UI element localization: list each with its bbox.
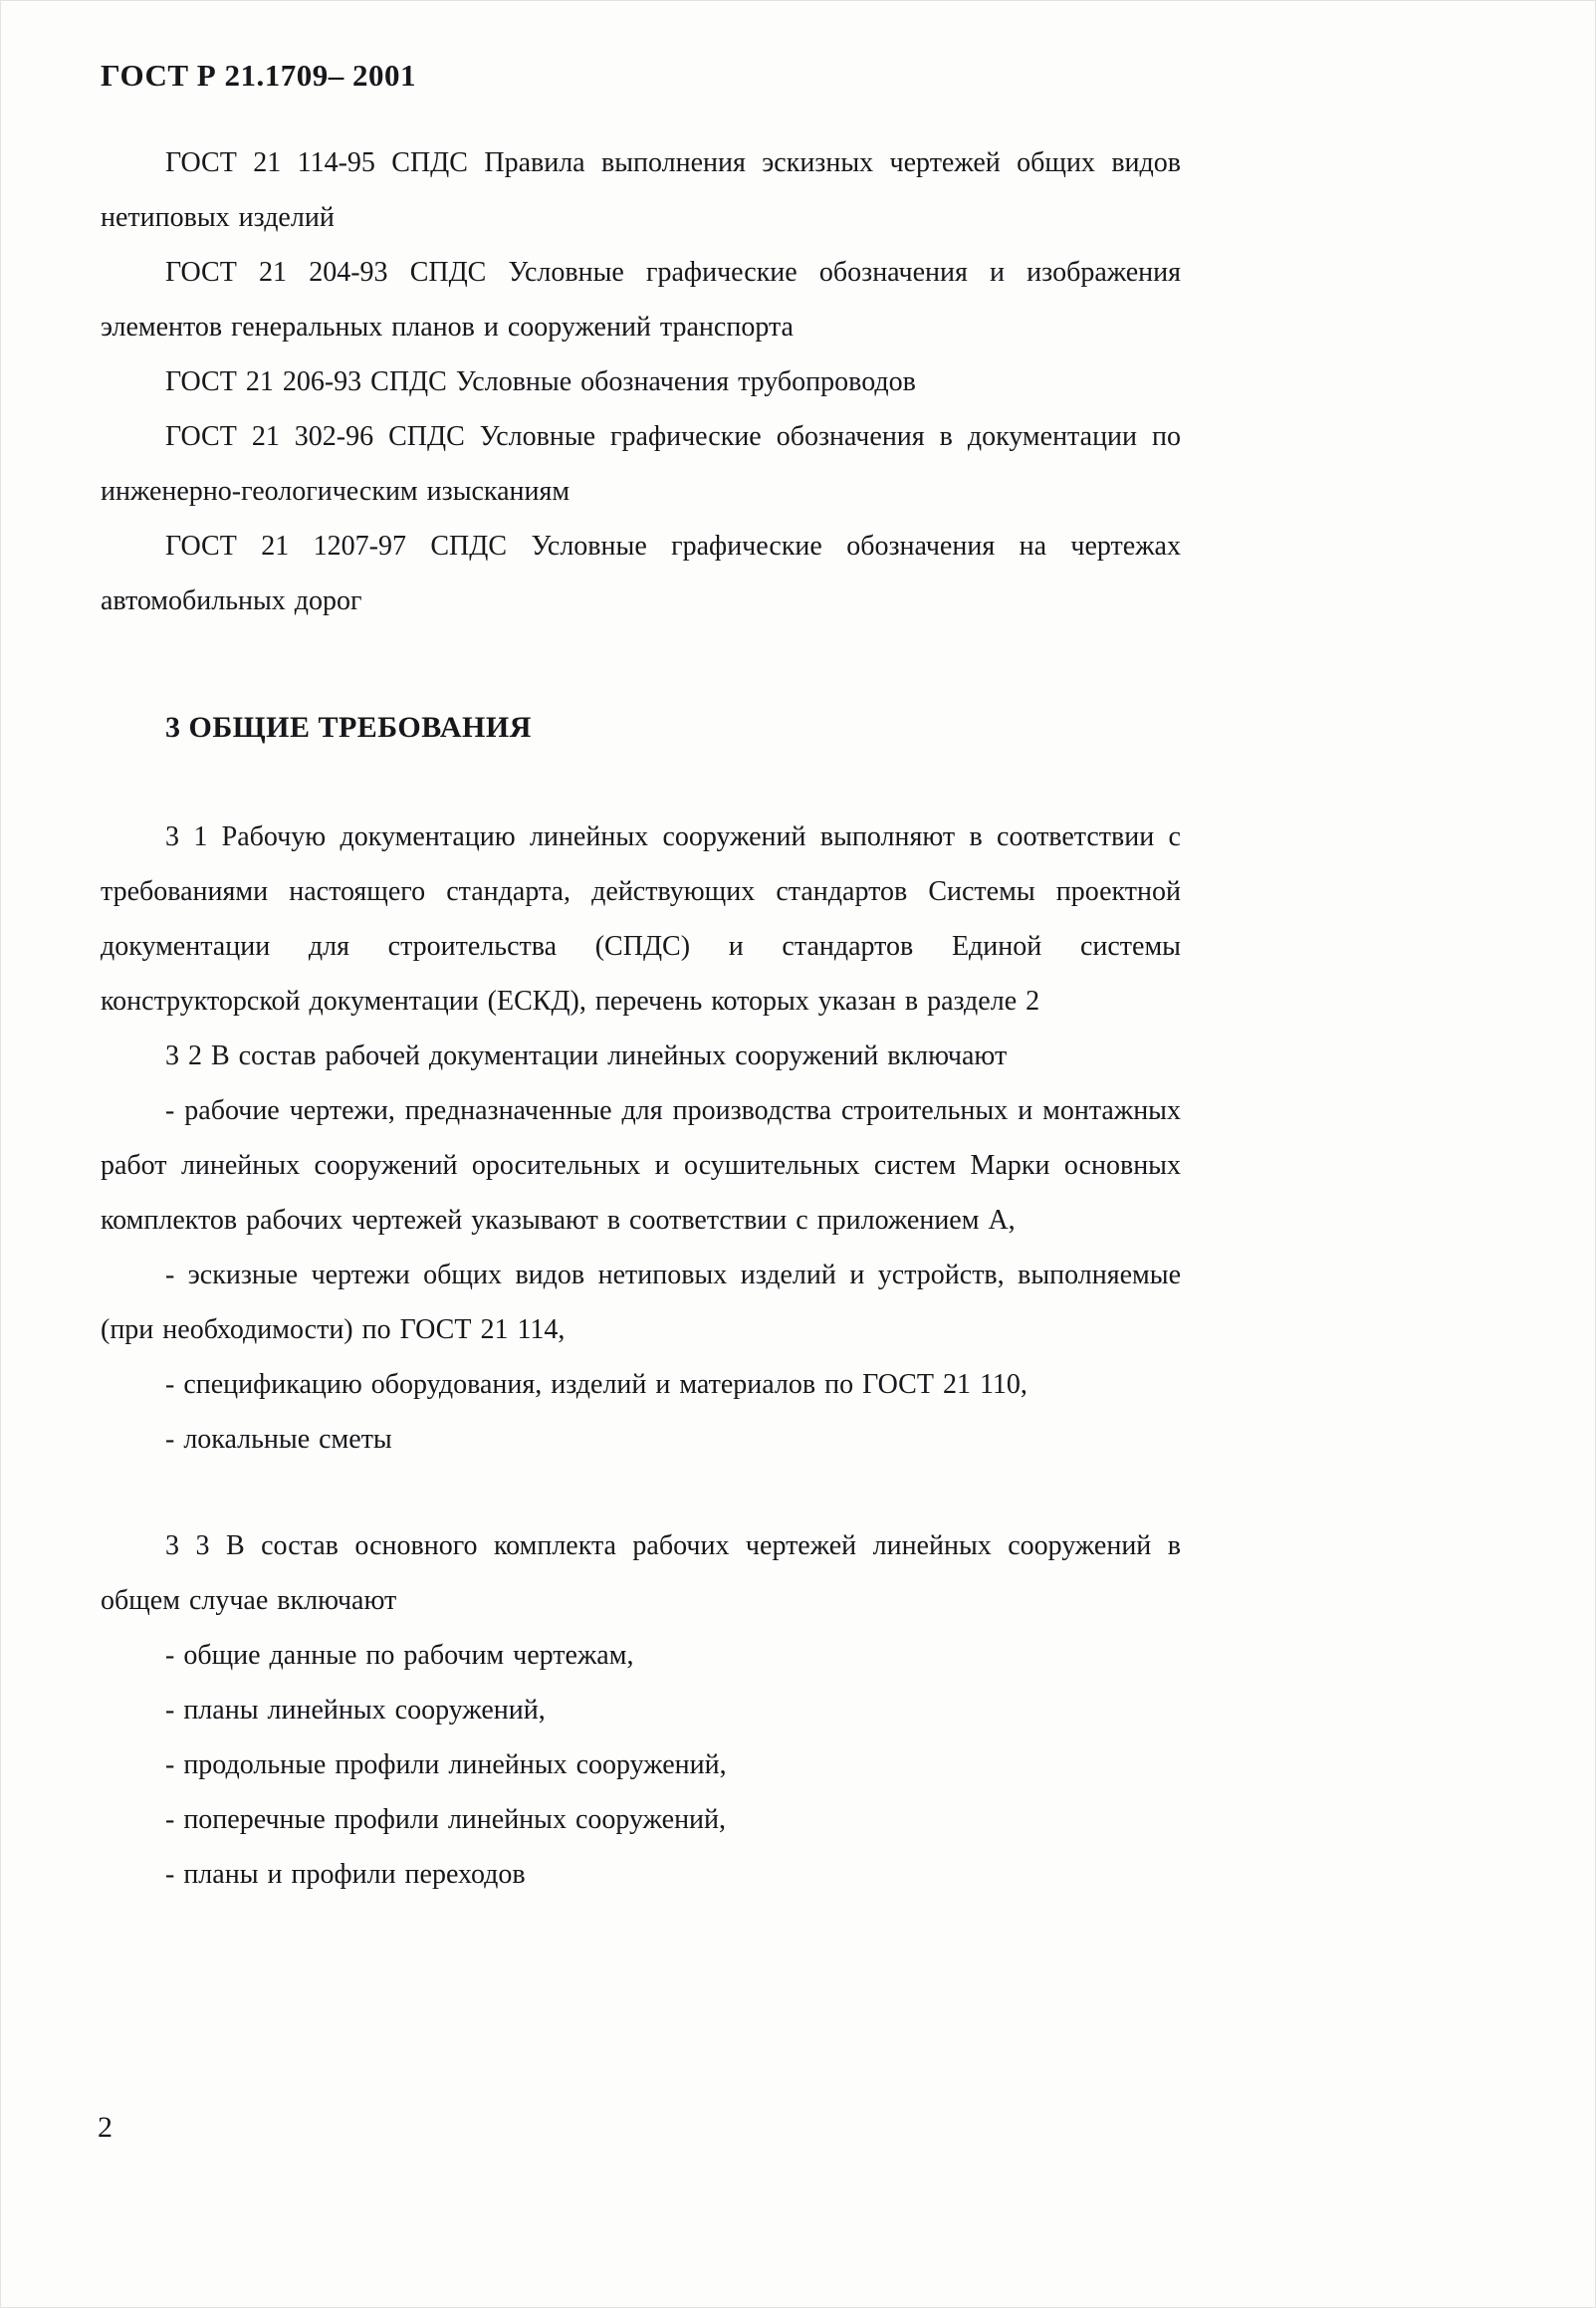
clause-3-2-item: - локальные сметы — [165, 1424, 392, 1455]
clause-3-2 — [101, 1029, 1181, 1467]
reference-paragraph: ГОСТ 21 1207-97 СПДС Условные графические обозначения на чертежах автомобильных дорог — [101, 531, 1181, 616]
reference-paragraph: ГОСТ 21 302-96 СПДС Условные графические обозначения в документации по инженерно-геологическим изысканиям — [101, 421, 1181, 507]
clause-3-3-item: - планы и профили переходов — [165, 1859, 526, 1890]
clause-3-3-intro: 3 3 В состав основного комплекта рабочих чертежей линейных сооружений в общем случае включают — [101, 1530, 1181, 1616]
clause-3-3-item: - планы линейных сооружений, — [165, 1695, 546, 1726]
clause-3-3-item: - продольные профили линейных сооружений, — [165, 1749, 727, 1780]
section-3-heading: 3 ОБЩИЕ ТРЕБОВАНИЯ — [165, 711, 532, 744]
document-header: ГОСТ Р 21.1709– 2001 — [101, 58, 416, 93]
references-list — [101, 135, 1181, 628]
reference-paragraph: ГОСТ 21 206-93 СПДС Условные обозначения трубопроводов — [165, 366, 916, 397]
page-number: 2 — [98, 2111, 113, 2144]
clause-3-2-item: - спецификацию оборудования, изделий и материалов по ГОСТ 21 110, — [165, 1369, 1027, 1400]
page-content — [101, 58, 1181, 1902]
clause-3-3-item: - поперечные профили линейных сооружений, — [165, 1804, 727, 1835]
clause-3-2-intro: 3 2 В состав рабочей документации линейных сооружений включают — [165, 1040, 1008, 1071]
clause-3-2-item: - рабочие чертежи, предназначенные для производства строительных и монтажных работ линейных сооружений оросительных и осушительных систем Марки основных комплектов рабочих чертежей указывают в соответствии с приложением А, — [101, 1095, 1181, 1236]
reference-paragraph: ГОСТ 21 114-95 СПДС Правила выполнения эскизных чертежей общих видов нетиповых изделий — [101, 147, 1181, 233]
clause-3-1 — [101, 809, 1181, 1029]
clause-3-1-text: 3 1 Рабочую документацию линейных сооружений выполняют в соответствии с требованиями настоящего стандарта, действующих стандартов Системы проектной документации для строительства (СПДС) и стандартов Единой системы конструкторской документации (ЕСКД), перечень которых указан в разделе 2 — [101, 821, 1181, 1017]
clause-3-2-item: - эскизные чертежи общих видов нетиповых изделий и устройств, выполняемые (при необходимости) по ГОСТ 21 114, — [101, 1260, 1181, 1345]
clause-3-3 — [101, 1518, 1181, 1902]
clause-3-3-item: - общие данные по рабочим чертежам, — [165, 1640, 634, 1671]
reference-paragraph: ГОСТ 21 204-93 СПДС Условные графические обозначения и изображения элементов генеральных планов и сооружений транспорта — [101, 257, 1181, 343]
